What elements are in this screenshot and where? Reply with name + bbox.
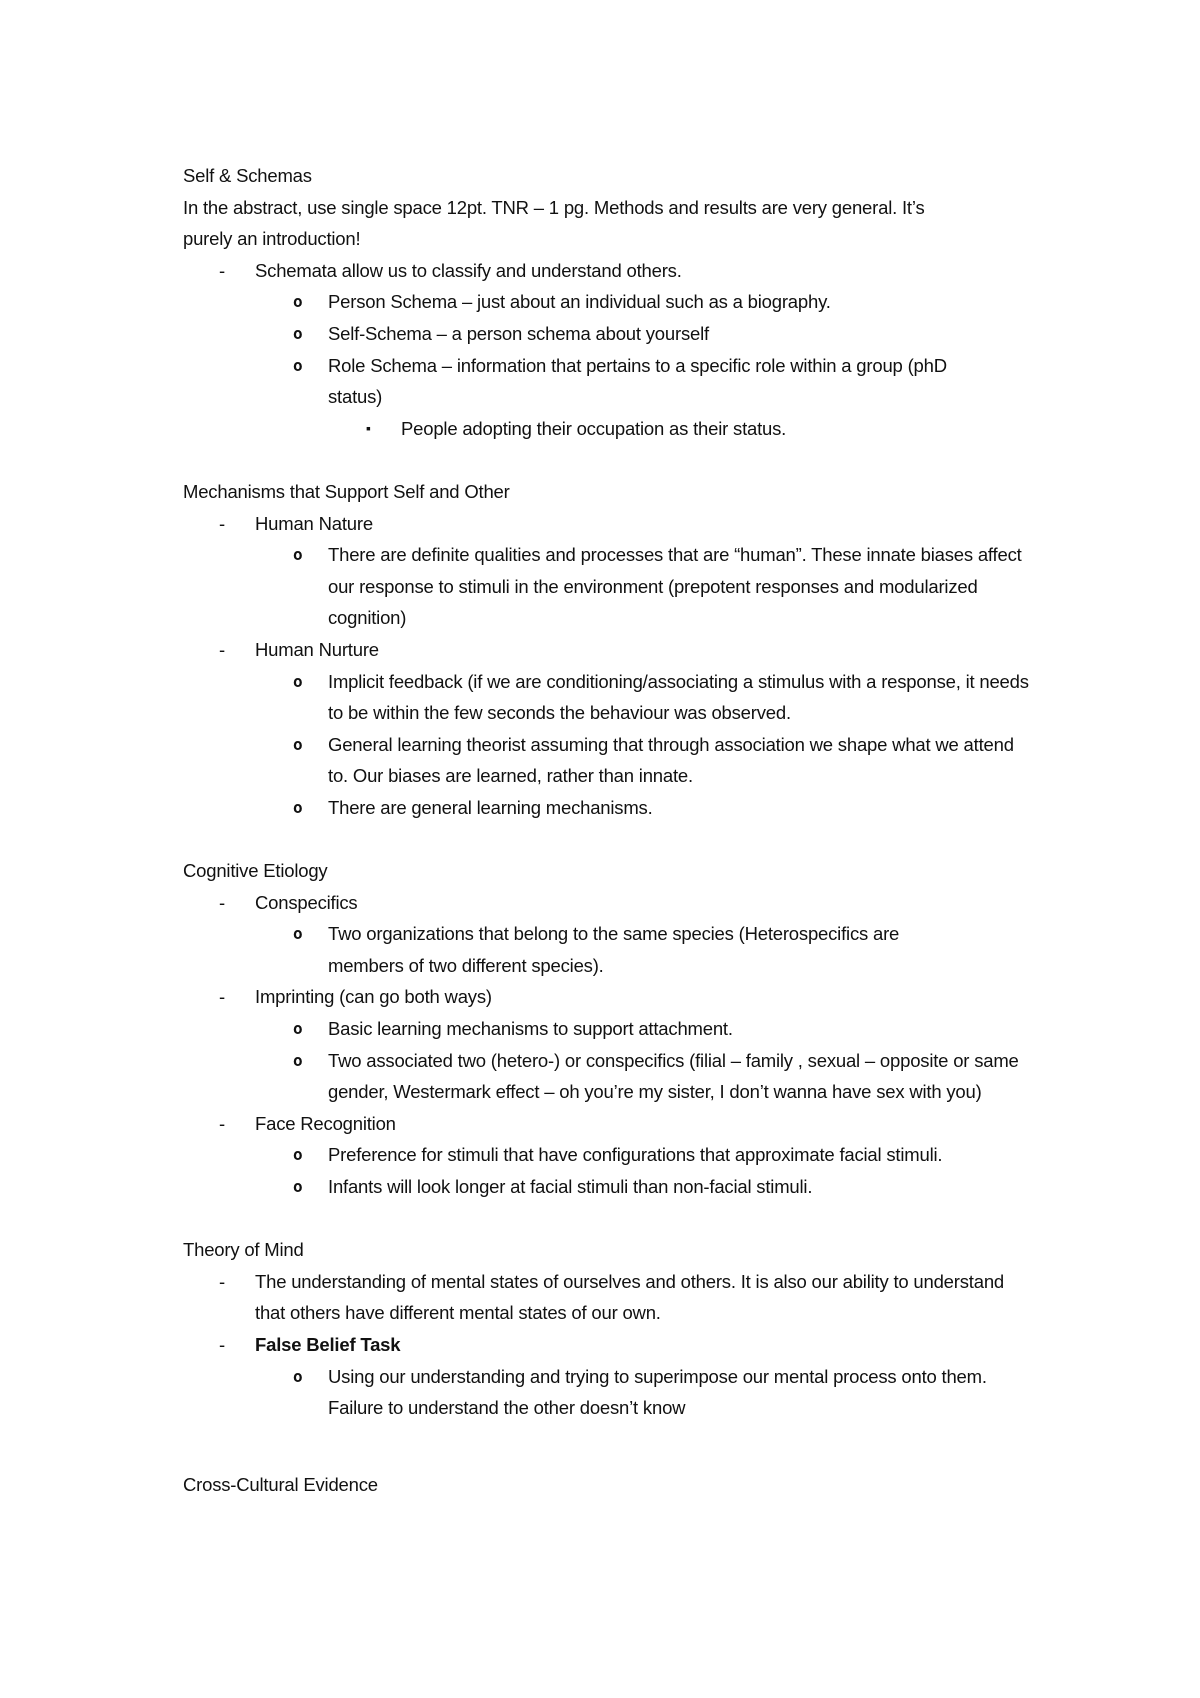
circle-bullet: o <box>293 1145 303 1165</box>
list-item-text: Human Nurture <box>255 638 379 660</box>
circle-bullet: o <box>293 1019 303 1039</box>
list-item-text: The understanding of mental states of ourselves and others. It is also our ability to understand that others have different mental states of our own. <box>255 1270 1004 1324</box>
list-item <box>183 1045 1043 1108</box>
list-item <box>183 508 1043 540</box>
list-item <box>183 1013 1043 1045</box>
dash-bullet: - <box>219 986 225 1008</box>
circle-bullet: o <box>293 355 303 375</box>
square-bullet: ▪ <box>366 419 371 436</box>
circle-bullet: o <box>293 1050 303 1070</box>
list-item <box>183 286 1043 318</box>
dash-bullet: - <box>219 259 225 281</box>
list-item <box>183 318 1043 350</box>
list-item-text: Schemata allow us to classify and understand others. <box>255 259 682 281</box>
list-item-text: Using our understanding and trying to superimpose our mental process onto them. Failure to understand the other doesn’t know <box>328 1365 987 1419</box>
list-item-text: Human Nature <box>255 512 373 534</box>
list-item-text: People adopting their occupation as their status. <box>401 417 787 439</box>
list-item-text-bold: False Belief Task <box>255 1333 401 1355</box>
circle-bullet: o <box>293 924 303 944</box>
list-item <box>183 1266 1043 1329</box>
circle-bullet: o <box>293 292 303 312</box>
list-item <box>183 981 1043 1013</box>
dash-bullet: - <box>219 638 225 660</box>
dash-bullet: - <box>219 1333 225 1355</box>
circle-bullet: o <box>293 671 303 691</box>
dash-bullet: - <box>219 512 225 534</box>
list-item-text: Person Schema – just about an individual such as a biography. <box>328 291 831 313</box>
section-heading-etiology: Cognitive Etiology <box>183 860 328 882</box>
list-item-text: Basic learning mechanisms to support attachment. <box>328 1018 733 1040</box>
document-body <box>183 160 1043 1500</box>
list-item-text: Conspecifics <box>255 891 358 913</box>
list-item-text: Infants will look longer at facial stimuli than non-facial stimuli. <box>328 1176 813 1197</box>
list-item-text: Role Schema – information that pertains to a specific role within a group (phD status) <box>328 354 947 408</box>
list-item <box>183 1171 1043 1203</box>
list-item-text: Implicit feedback (if we are conditioning/associating a stimulus with a response, it needs to be within the few seconds the behaviour was observed. <box>328 670 1029 724</box>
list-item-text: Preference for stimuli that have configurations that approximate facial stimuli. <box>328 1144 943 1166</box>
list-item-text: Two associated two (hetero-) or conspecifics (filial – family , sexual – opposite or same gender, Westermark effect – oh you’re my sister, I don’t wanna have sex with you) <box>328 1049 1019 1103</box>
list-item <box>183 918 1043 981</box>
list-item <box>183 350 1043 413</box>
list-item <box>183 729 1043 792</box>
circle-bullet: o <box>293 1366 303 1386</box>
list-item <box>183 1361 1043 1424</box>
intro-text-line: purely an introduction! <box>183 228 361 250</box>
section-heading-theory-of-mind: Theory of Mind <box>183 1239 304 1261</box>
list-item <box>183 539 1043 634</box>
section-heading-self-schemas: Self & Schemas <box>183 165 312 186</box>
circle-bullet: o <box>293 1177 303 1196</box>
list-item <box>183 1139 1043 1171</box>
circle-bullet: o <box>293 734 303 754</box>
list-item <box>183 634 1043 666</box>
circle-bullet: o <box>293 797 303 817</box>
list-item <box>183 255 1043 287</box>
list-item-text: Two organizations that belong to the same species (Heterospecifics are members of two different species). <box>328 923 900 976</box>
list-item-text: Imprinting (can go both ways) <box>255 986 492 1008</box>
circle-bullet: o <box>293 323 303 343</box>
dash-bullet: - <box>219 891 225 913</box>
section-heading-cross-cultural: Cross-Cultural Evidence <box>183 1473 378 1495</box>
dash-bullet: - <box>219 1270 225 1292</box>
list-item <box>183 1329 1043 1361</box>
list-item-text: There are general learning mechanisms. <box>328 796 653 818</box>
dash-bullet: - <box>219 1112 225 1134</box>
list-item <box>183 887 1043 919</box>
list-item <box>183 792 1043 824</box>
section-heading-mechanisms: Mechanisms that Support Self and Other <box>183 480 510 502</box>
intro-text-line: In the abstract, use single space 12pt. TNR – 1 pg. Methods and results are very general. It’s <box>183 196 925 218</box>
list-item <box>183 666 1043 729</box>
list-item-text: Face Recognition <box>255 1112 396 1134</box>
list-item-text: There are definite qualities and processes that are “human”. These innate biases affect our response to stimuli in the environment (prepotent responses and modularized cognition) <box>328 544 1022 629</box>
circle-bullet: o <box>293 545 303 565</box>
list-item-text: Self-Schema – a person schema about yourself <box>328 322 709 344</box>
list-item-text: General learning theorist assuming that through association we shape what we attend to. Our biases are learned, rather than innate. <box>328 733 1014 787</box>
list-item <box>183 413 1043 445</box>
list-item <box>183 1108 1043 1140</box>
